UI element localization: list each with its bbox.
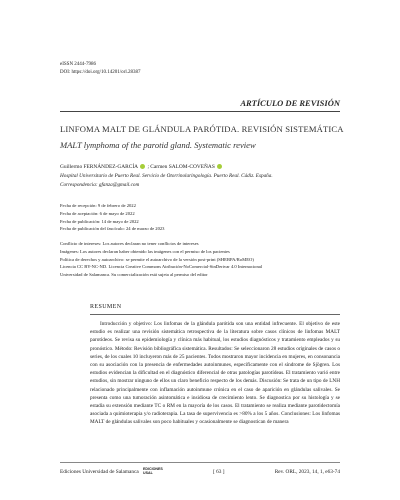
section-label: ARTÍCULO DE REVISIÓN — [240, 98, 340, 108]
date-issue: Fecha de publicación del fascículo: 24 de marzo de 2023 — [60, 226, 165, 232]
doi-link[interactable]: DOI: https://doi.org/10.14201/orl.28387 — [60, 70, 141, 75]
header-divider — [60, 111, 340, 112]
publisher-name: Ediciones Universidad de Salamanca — [60, 468, 139, 475]
logo-line-1: EDICIONES — [143, 467, 163, 471]
publication-dates — [60, 202, 164, 233]
orcid-icon[interactable] — [217, 164, 222, 169]
date-published: Fecha de publicación: 14 de mayo de 2022 — [60, 218, 139, 224]
affiliation: Hospital Universitario de Puerto Real. Servicio de Otorrinolaringología. Puerto Real. Cádiz. España. — [60, 173, 273, 179]
license: Licencia CC BY-NC-ND. Licencia Creative Commons Atribución-NoComercial-SinDerivar 4.0 Internacional — [60, 264, 263, 270]
university-note: Universidad de Salamanca. Su comercialización está sujeta al permiso del editor — [60, 272, 208, 278]
journal-identifiers — [60, 61, 140, 77]
footer-publisher-group — [60, 468, 163, 475]
abstract-heading: RESUMEN — [90, 304, 122, 310]
self-archiving-policy: Política de derechos y autoarchivo: se permite el autoarchivo de la versión post-print (SHERPA/RoMEO) — [60, 256, 254, 262]
orcid-icon[interactable] — [140, 164, 145, 169]
correspondence[interactable]: Correspondencia: gfanza@gmail.com — [60, 182, 140, 188]
date-received: Fecha de recepción: 9 de febrero de 2022 — [60, 203, 136, 208]
logo-line-2: USAL — [143, 470, 153, 475]
abstract-divider — [90, 314, 340, 315]
images-note: Imágenes: Los autores declaran haber obtenido las imágenes con el permiso de los pacientes — [60, 248, 230, 254]
conflict-of-interest: Conflicto de intereses: Los autores declaran no tener conflictos de intereses — [60, 241, 199, 246]
author-2: ; Carmen SALOM-COVEÑAS — [147, 164, 215, 170]
page-number: [ 63 ] — [213, 468, 225, 475]
date-accepted: Fecha de aceptación: 6 de mayo de 2022 — [60, 210, 135, 216]
author-line — [60, 164, 223, 170]
author-1: Guillermo FERNÁNDEZ-GARCÍA — [60, 164, 138, 170]
publisher-logo — [143, 468, 163, 475]
page-footer — [60, 468, 340, 475]
footer-divider — [60, 462, 340, 463]
eissn: eISSN 2444-7986 — [60, 62, 96, 67]
title-english: MALT lymphoma of the parotid gland. Systematic review — [60, 140, 256, 150]
journal-citation: Rev. ORL, 2023, 14, 1, e63-74 — [274, 468, 340, 475]
abstract-text: Introducción y objetivo: Los linfomas de la glándula parótida son una entidad infrecuente. El objetivo de este estudio es realizar una revisión sistemática retrospectiva de la literatura sobre casos clínicos de linfomas MALT parotídeos. Se revisa su epidemiología y clínica más habitual, los estudios diagnósticos y tratamiento empleados y su pronóstico. Método: Revisión bibliográfica sistemática. Resultados: Se seleccionaron 28 estudios originales de casos o series, de los cuales 10 incluyeron más de 25 pacientes. Todos mostraron mayor incidencia en mujeres, en consonancia con su asociación con la presencia de enfermedades autoinmunes, especificamente con el síndrome de Sjögren. Los estudios evidencian la dificultad en el diagnóstico diferencial de otras patologías parotídeas. El tratamiento varió entre estudios, sin mostrar ninguno de ellos un claro beneficio respecto de los demás. Discusión: Se trata de un tipo de LNH relacionado principalmente con inflamación autoinmune crónica en el caso de aparición en glándulas salivales. Se presenta como una tumoración asintomática e insidiosa de crecimiento lento. Se diagnostica por su histología y se estadía su extensión mediante TC o RM en la mayoría de los casos. El tratamiento se realiza mediante parotidectomía asociada a quimioterapia y/o radioterapia. La tasa de supervivencia es >80% a los 5 años. Conclusiones: Los linfomas MALT de glándulas salivales son poco habituales y ocasionalmente se diagnostican de manera — [90, 321, 340, 426]
title-spanish: LINFOMA MALT DE GLÁNDULA PARÓTIDA. REVISIÓN SISTEMÁTICA — [60, 124, 344, 134]
legal-notes — [60, 240, 262, 279]
